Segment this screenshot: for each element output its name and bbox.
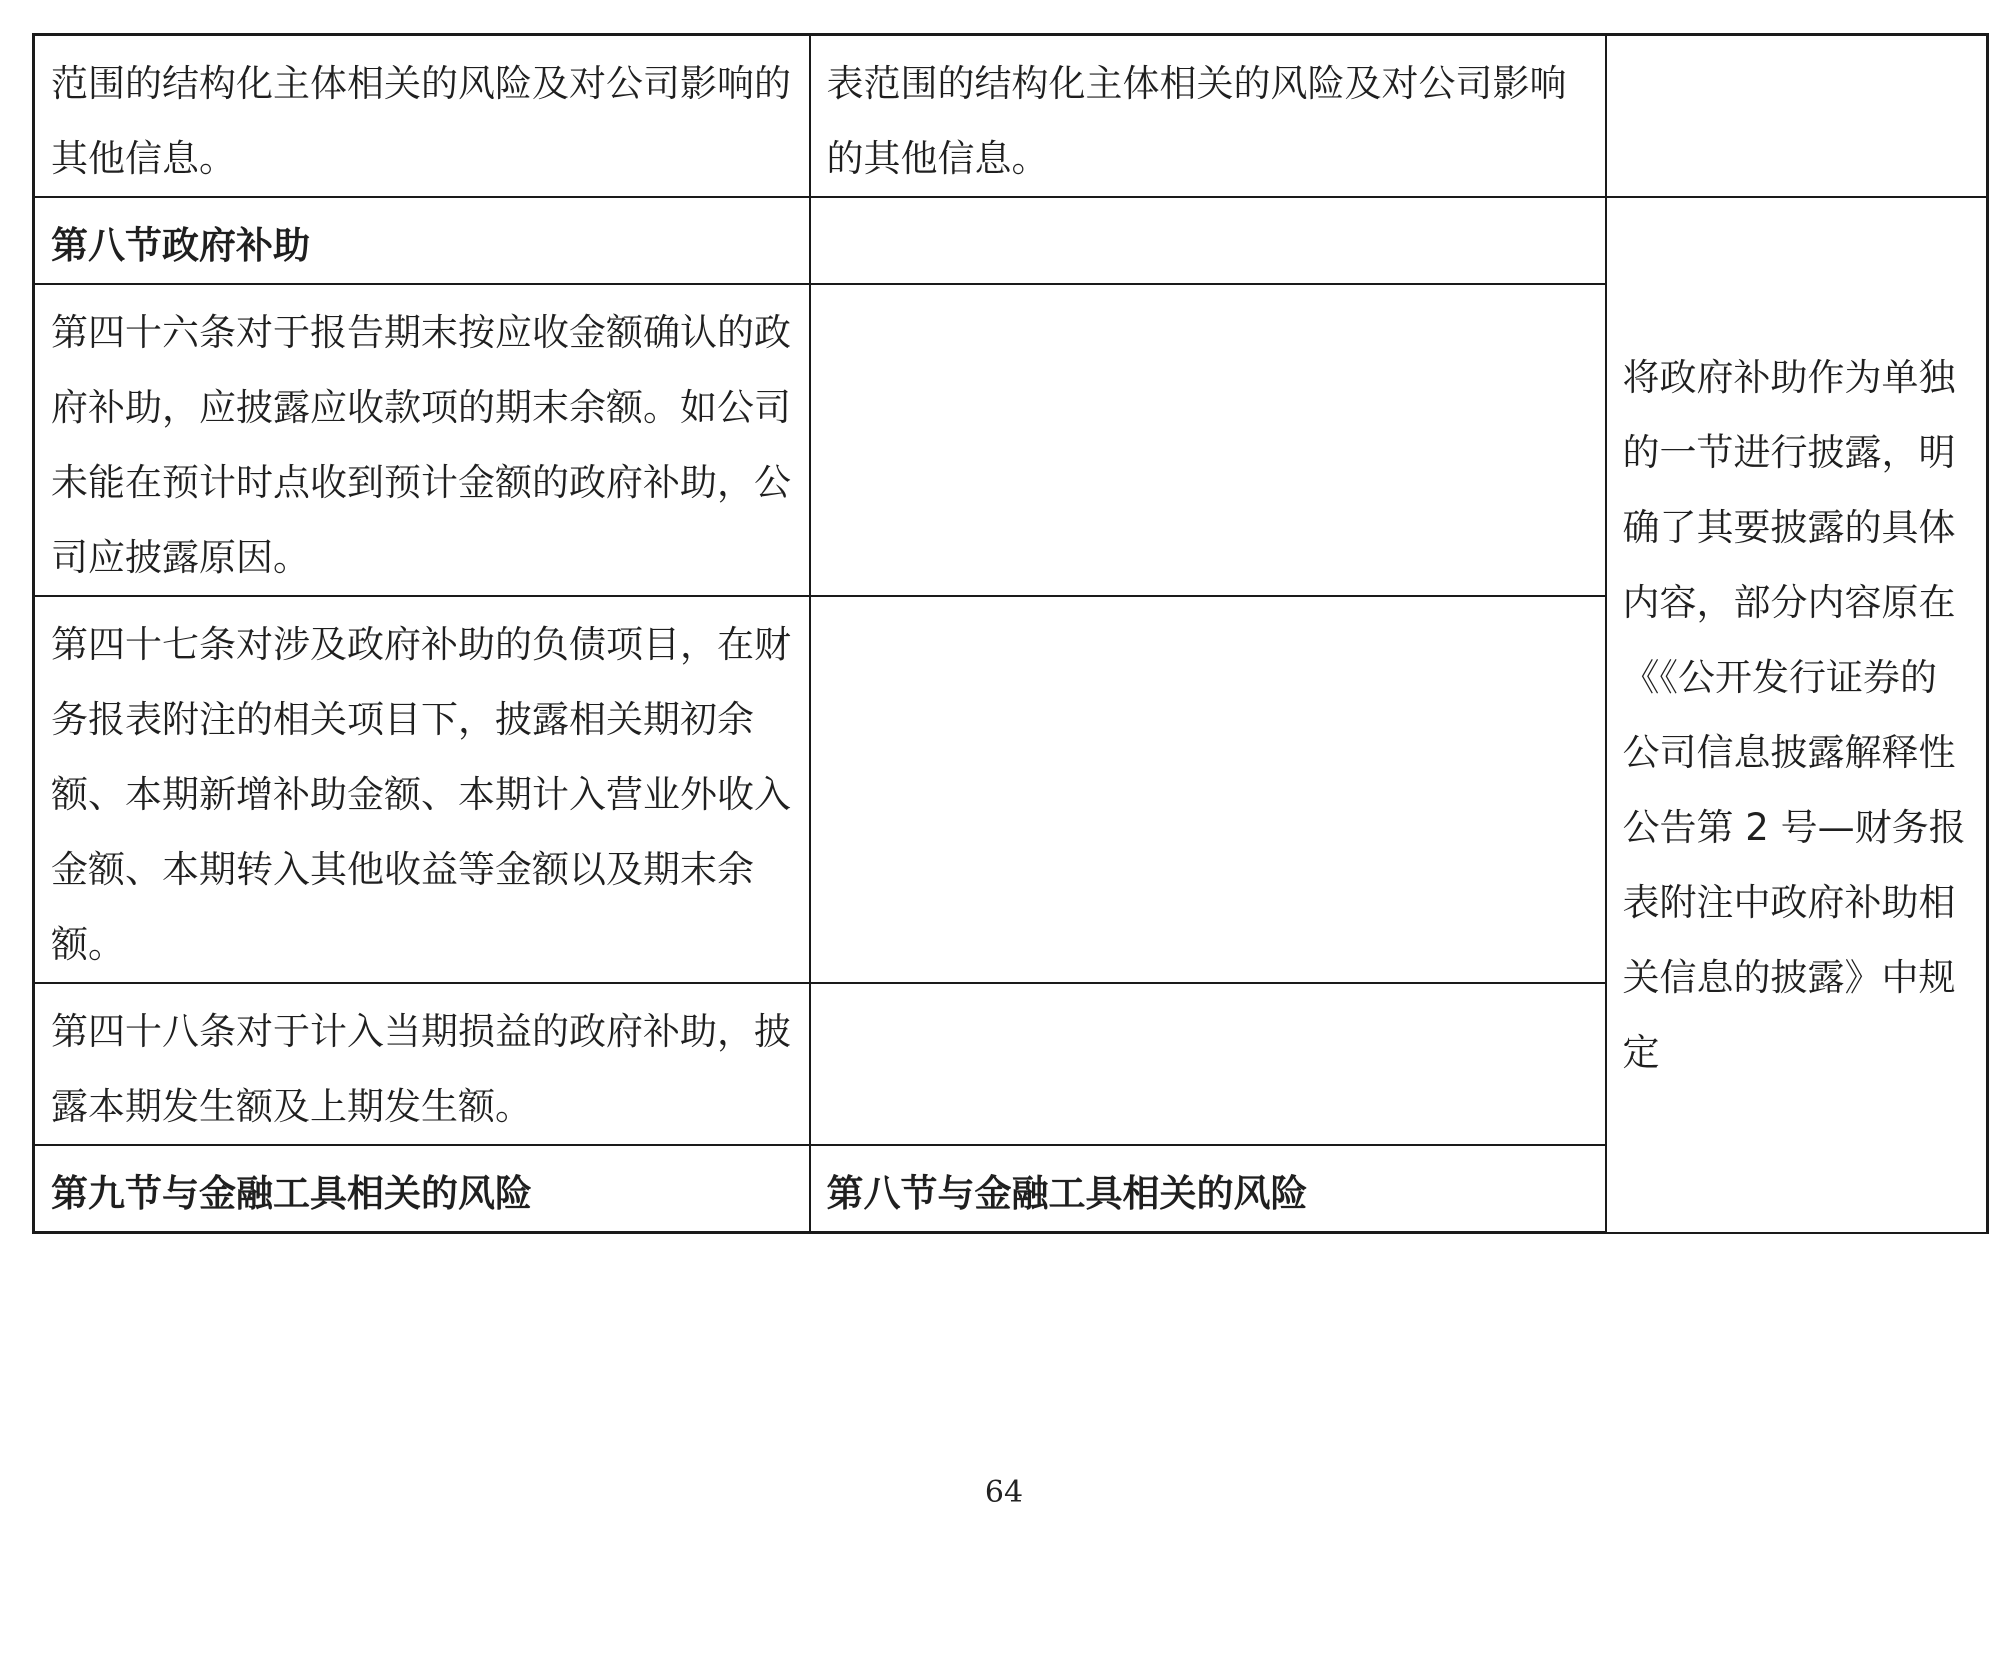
section-financial-instruments-old: 第八节与金融工具相关的风险: [810, 1145, 1606, 1233]
table-row: [34, 197, 1988, 284]
article-46-old-cell: [810, 284, 1606, 596]
page-number: 64: [984, 1475, 1024, 1510]
article-46-cell: 第四十六条对于报告期末按应收金额确认的政府补助，应披露应收款项的期末余额。如公司未能在预计时点收到预计金额的政府补助，公司应披露原因。: [34, 284, 810, 596]
article-47-cell: 第四十七条对涉及政府补助的负债项目，在财务报表附注的相关项目下，披露相关期初余额、本期新增补助金额、本期计入营业外收入金额、本期转入其他收益等金额以及期末余额。: [34, 596, 810, 983]
section-financial-instruments-new: 第九节与金融工具相关的风险: [34, 1145, 810, 1233]
article-48-old-cell: [810, 983, 1606, 1145]
row1-note-cell: [1606, 35, 1988, 198]
section-government-subsidy-old-cell: [810, 197, 1606, 284]
row1-new-rule-cell: 范围的结构化主体相关的风险及对公司影响的其他信息。: [34, 35, 810, 198]
table-row: [34, 35, 1988, 198]
section-government-subsidy-title: 第八节政府补助: [34, 197, 810, 284]
government-subsidy-note-cell: 将政府补助作为单独的一节进行披露，明确了其要披露的具体内容，部分内容原在《《公开发行证券的公司信息披露解释性公告第 2 号—财务报表附注中政府补助相关信息的披露》中规定: [1606, 197, 1988, 1233]
article-48-cell: 第四十八条对于计入当期损益的政府补助，披露本期发生额及上期发生额。: [34, 983, 810, 1145]
comparison-table: [32, 33, 1989, 1234]
article-47-old-cell: [810, 596, 1606, 983]
row1-old-rule-cell: 表范围的结构化主体相关的风险及对公司影响的其他信息。: [810, 35, 1606, 198]
